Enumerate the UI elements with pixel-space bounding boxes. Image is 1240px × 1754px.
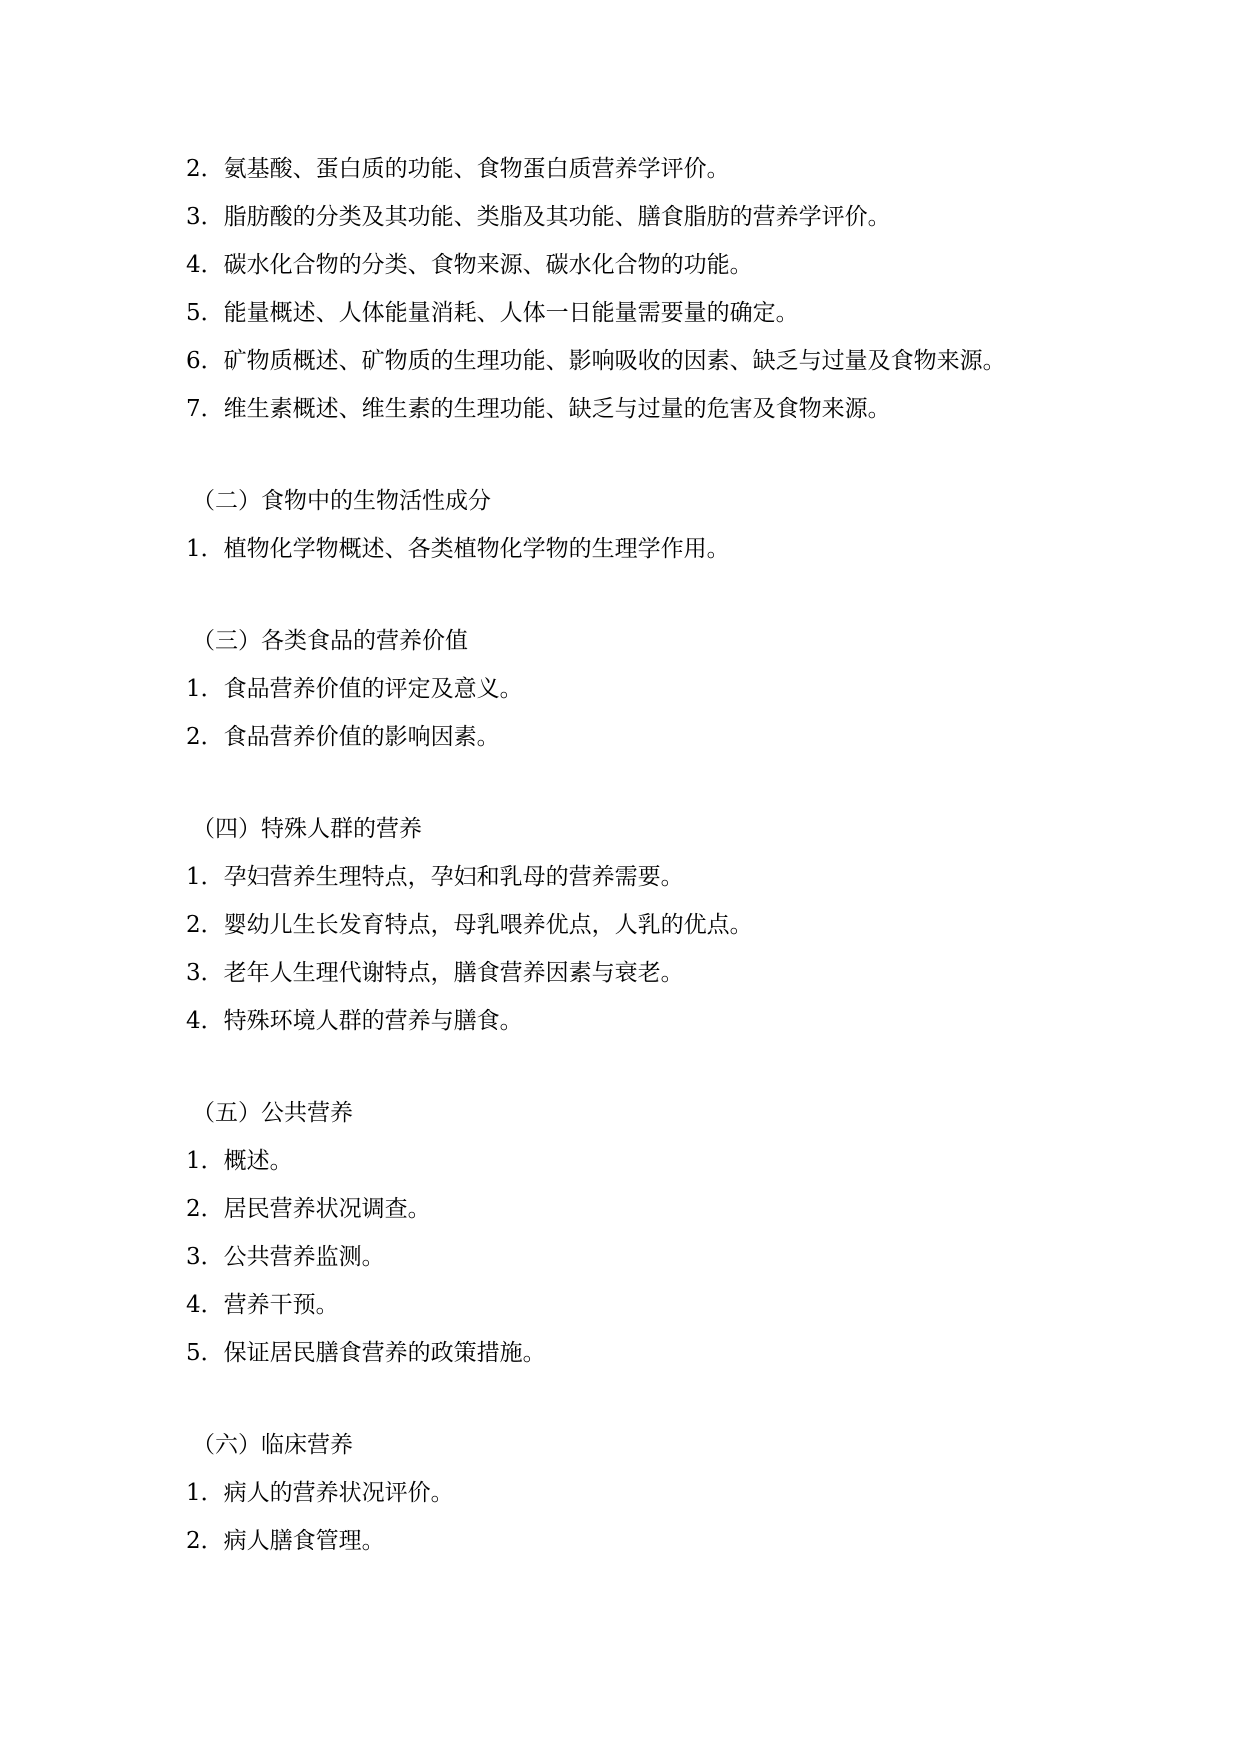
section-special-groups xyxy=(186,805,1086,1045)
list-item: 1．植物化学物概述、各类植物化学物的生理学作用。 xyxy=(186,536,730,562)
list-item: 3．脂肪酸的分类及其功能、类脂及其功能、膳食脂肪的营养学评价。 xyxy=(186,204,891,230)
list-item: 6．矿物质概述、矿物质的生理功能、影响吸收的因素、缺乏与过量及食物来源。 xyxy=(186,348,1006,374)
list-item: 5．保证居民膳食营养的政策措施。 xyxy=(186,1340,546,1366)
section-heading: （五）公共营养 xyxy=(192,1100,353,1126)
list-item: 4．营养干预。 xyxy=(186,1292,339,1318)
list-item: 7．维生素概述、维生素的生理功能、缺乏与过量的危害及食物来源。 xyxy=(186,396,891,422)
list-item: 1．食品营养价值的评定及意义。 xyxy=(186,676,523,702)
list-item: 4．特殊环境人群的营养与膳食。 xyxy=(186,1008,523,1034)
section-heading: （四）特殊人群的营养 xyxy=(192,816,422,842)
section-food-value xyxy=(186,617,1086,761)
list-item: 2．婴幼儿生长发育特点，母乳喂养优点，人乳的优点。 xyxy=(186,912,753,938)
section-clinical-nutrition xyxy=(186,1421,1086,1565)
document-content xyxy=(186,145,1086,1565)
list-item: 1．概述。 xyxy=(186,1148,293,1174)
section-heading: （六）临床营养 xyxy=(192,1432,353,1458)
list-item: 2．食品营养价值的影响因素。 xyxy=(186,724,500,750)
list-item: 3．公共营养监测。 xyxy=(186,1244,385,1270)
list-item: 4．碳水化合物的分类、食物来源、碳水化合物的功能。 xyxy=(186,252,753,278)
list-item: 2．居民营养状况调查。 xyxy=(186,1196,431,1222)
section-public-nutrition xyxy=(186,1089,1086,1377)
list-item: 1．孕妇营养生理特点，孕妇和乳母的营养需要。 xyxy=(186,864,684,890)
section-heading: （二）食物中的生物活性成分 xyxy=(192,488,491,514)
list-item: 2．病人膳食管理。 xyxy=(186,1528,385,1554)
list-item: 1．病人的营养状况评价。 xyxy=(186,1480,454,1506)
section-bioactive xyxy=(186,477,1086,573)
section-heading: （三）各类食品的营养价值 xyxy=(192,628,468,654)
list-item: 2．氨基酸、蛋白质的功能、食物蛋白质营养学评价。 xyxy=(186,156,730,182)
list-item: 5．能量概述、人体能量消耗、人体一日能量需要量的确定。 xyxy=(186,300,799,326)
list-item: 3．老年人生理代谢特点，膳食营养因素与衰老。 xyxy=(186,960,684,986)
section-nutrients xyxy=(186,145,1086,433)
